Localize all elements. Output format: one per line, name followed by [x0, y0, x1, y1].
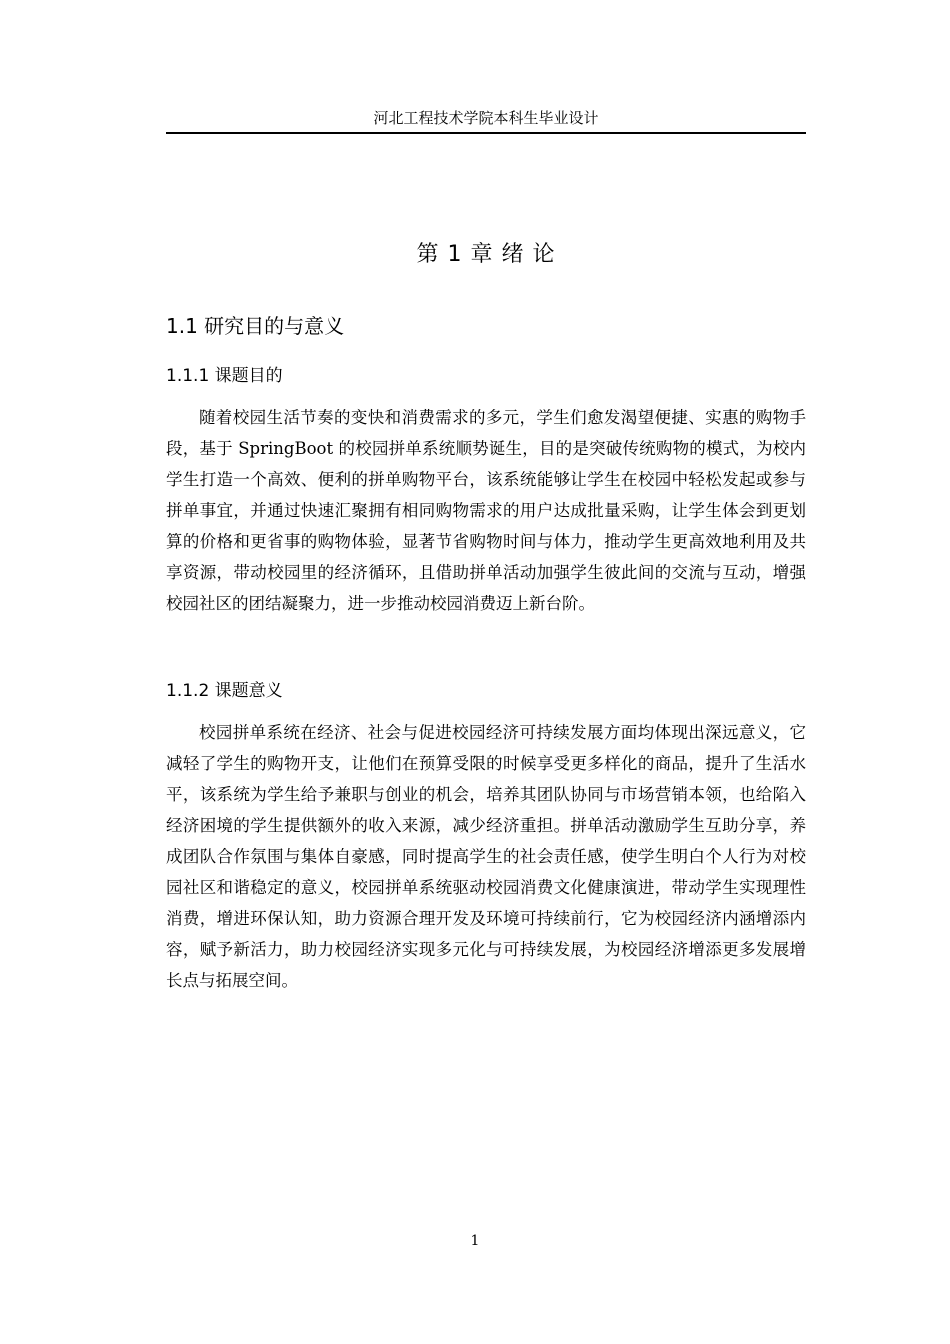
paragraph-purpose: 随着校园生活节奏的变快和消费需求的多元，学生们愈发渴望便捷、实惠的购物手段，基于 SpringBoot 的校园拼单系统顺势诞生，目的是突破传统购物的模式，为校内学生打造一个高效、便利的拼单购物平台，该系统能够让学生在校园中轻松发起或参与拼单事宜，并通过快速汇聚拥有相同购物需求的用户达成批量采购，让学生体会到更划算的价格和更省事的购物体验，显著节省购物时间与体力，推动学生更高效地利用及共享资源，带动校园里的经济循环，且借助拼单活动加强学生彼此间的交流与互动，增强校园社区的团结凝聚力，进一步推动校园消费迈上新台阶。	[166, 408, 806, 613]
page-number: 1	[470, 1233, 480, 1249]
header-rule	[166, 132, 806, 134]
subsection-title-purpose: 1.1.1 课题目的	[166, 366, 283, 386]
page-header: 河北工程技术学院本科生毕业设计	[373, 109, 599, 127]
paragraph-significance: 校园拼单系统在经济、社会与促进校园经济可持续发展方面均体现出深远意义，它减轻了学生的购物开支，让他们在预算受限的时候享受更多样化的商品，提升了生活水平，该系统为学生给予兼职与创业的机会，培养其团队协同与市场营销本领，也给陷入经济困境的学生提供额外的收入来源，减少经济重担。拼单活动激励学生互助分享，养成团队合作氛围与集体自豪感，同时提高学生的社会责任感，使学生明白个人行为对校园社区和谐稳定的意义，校园拼单系统驱动校园消费文化健康演进，带动学生实现理性消费，增进环保认知，助力资源合理开发及环境可持续前行，它为校园经济内涵增添内容，赋予新活力，助力校园经济实现多元化与可持续发展，为校园经济增添更多发展增长点与拓展空间。	[166, 723, 806, 990]
section-title: 1.1 研究目的与意义	[166, 314, 345, 338]
chapter-title: 第 1 章 绪 论	[416, 242, 556, 267]
subsection-title-significance: 1.1.2 课题意义	[166, 681, 283, 701]
